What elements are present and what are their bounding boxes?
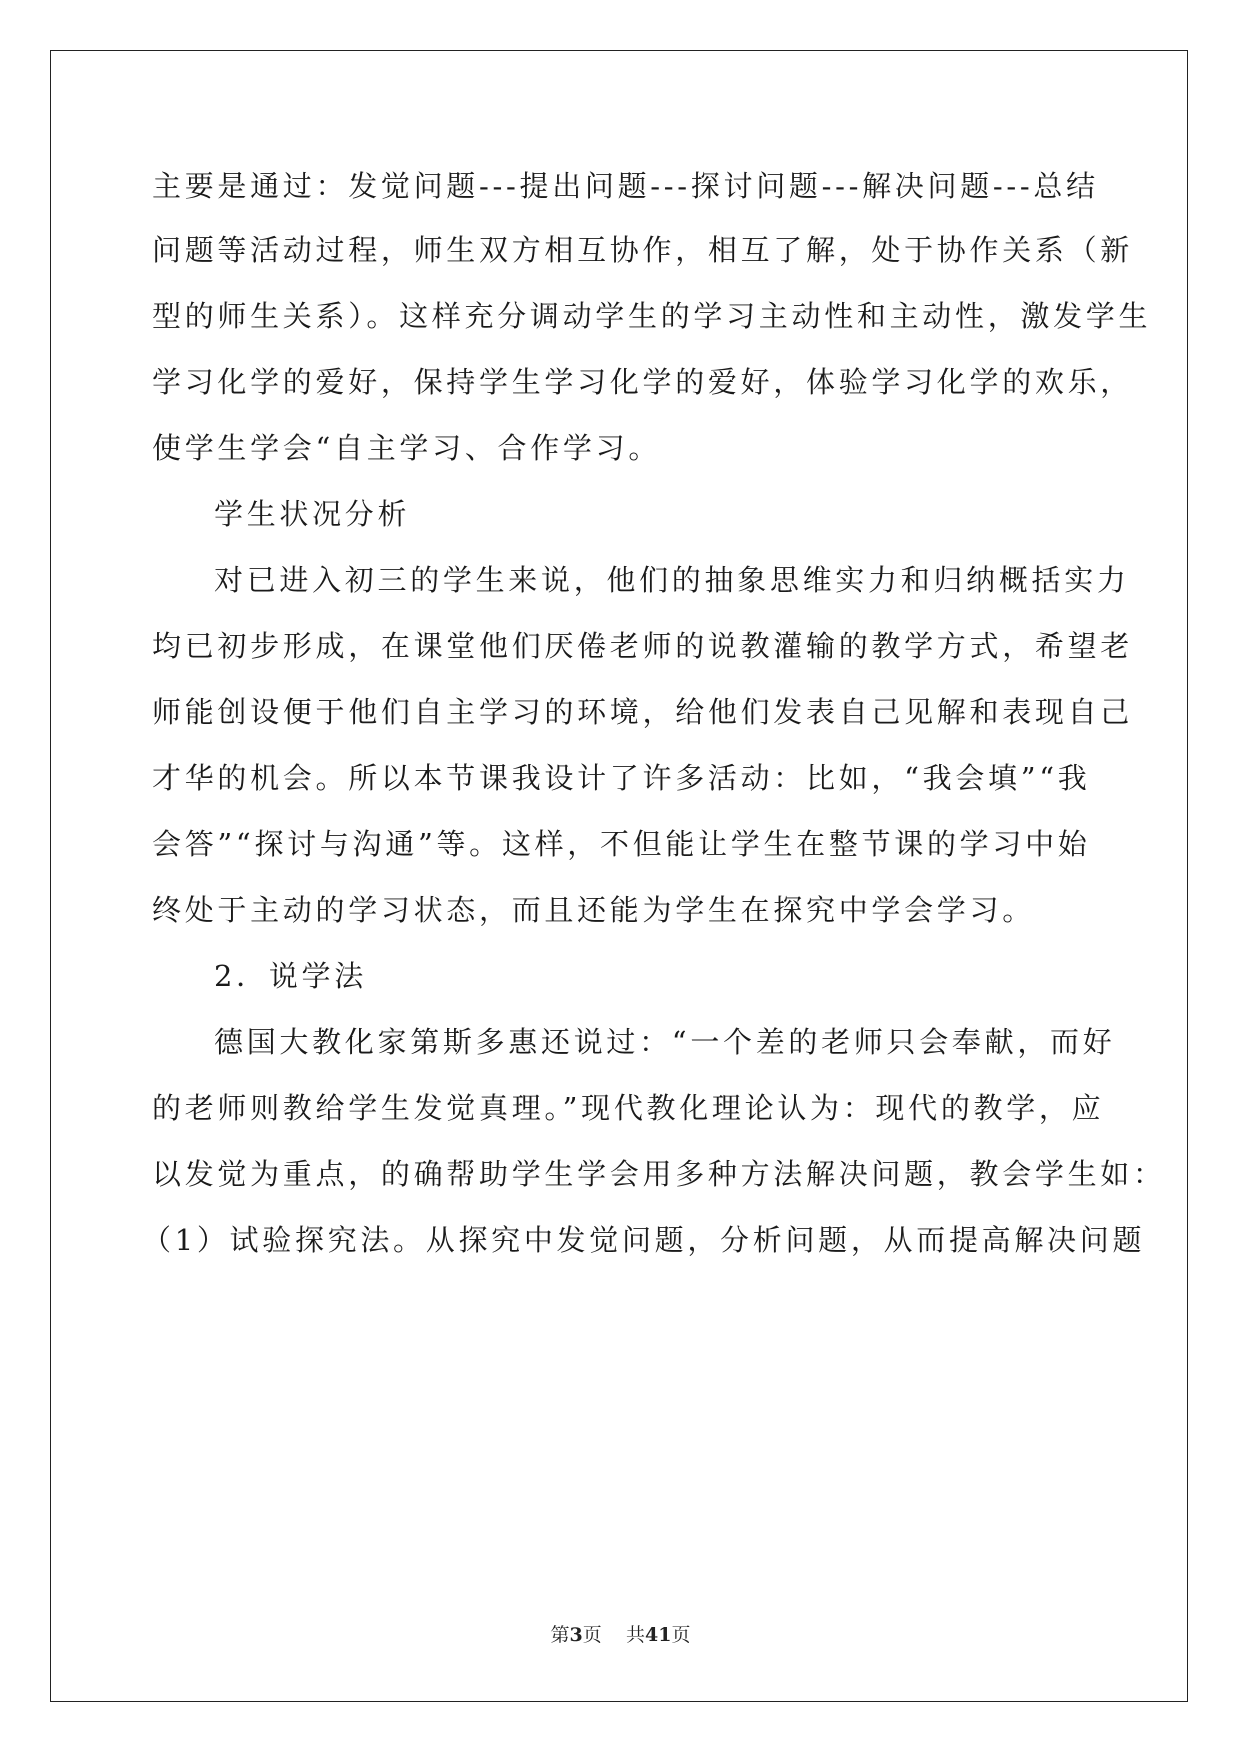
paragraph-line: 会答”“探讨与沟通”等。这样，不但能让学生在整节课的学习中始 [152,827,1091,861]
paragraph-line: 型的师生关系）。这样充分调动学生的学习主动性和主动性，激发学生 [152,299,1152,333]
section-heading: 学生状况分析 [214,497,411,531]
paragraph-line: 对已进入初三的学生来说，他们的抽象思维实力和归纳概括实力 [214,563,1130,597]
paragraph-line: 问题等活动过程，师生双方相互协作，相互了解，处于协作关系（新 [152,233,1134,267]
paragraph-line: 均已初步形成，在课堂他们厌倦老师的说教灌输的教学方式，希望老 [152,629,1134,663]
page-suffix: 页 [582,1624,602,1646]
paragraph-line: 以发觉为重点，的确帮助学生学会用多种方法解决问题，教会学生如： [152,1157,1166,1191]
total-suffix: 页 [671,1624,691,1646]
paragraph-line: 师能创设便于他们自主学习的环境，给他们发表自己见解和表现自己 [152,695,1134,729]
paragraph-line: 主要是通过：发觉问题---提出问题---探讨问题---解决问题---总结 [152,169,1099,203]
paragraph-line: 才华的机会。所以本节课我设计了许多活动：比如，“我会填”“我 [152,761,1091,795]
total-pages: 41 [644,1624,672,1646]
paragraph-line: 德国大教化家第斯多惠还说过：“一个差的老师只会奉献，而好 [214,1025,1116,1059]
paragraph-line: 的老师则教给学生发觉真理。”现代教化理论认为：现代的教学，应 [152,1091,1105,1125]
page-number: 3 [569,1624,583,1646]
total-prefix: 共 [625,1624,645,1646]
paragraph-line: 使学生学会“自主学习、合作学习。 [152,431,662,465]
paragraph-line: 学习化学的爱好，保持学生学习化学的爱好，体验学习化学的欢乐， [152,365,1134,399]
page-prefix: 第 [550,1624,570,1646]
paragraph-line: （1）试验探究法。从探究中发觉问题，分析问题，从而提高解决问题 [142,1223,1146,1257]
paragraph-line: 终处于主动的学习状态，而且还能为学生在探究中学会学习。 [152,893,1035,927]
page-footer [0,1620,1241,1647]
section-heading: 2．说学法 [214,959,367,993]
